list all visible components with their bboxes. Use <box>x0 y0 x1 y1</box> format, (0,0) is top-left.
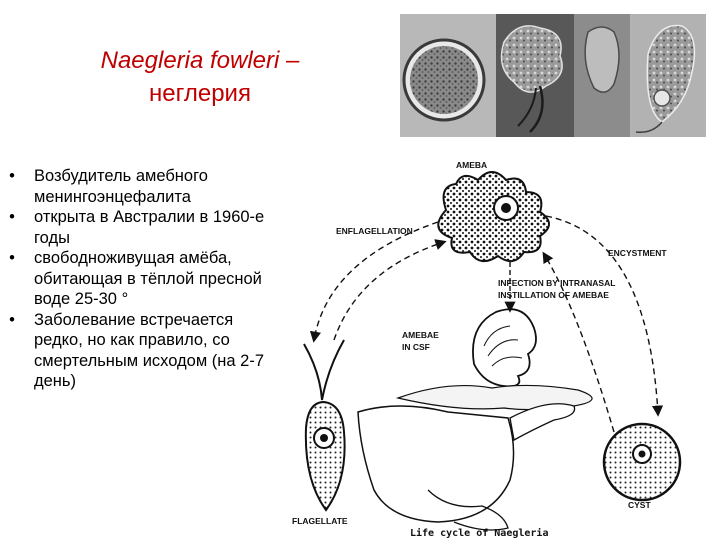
bullet-dot: • <box>9 167 15 185</box>
bullet-item <box>4 310 274 392</box>
label-ameba: AMEBA <box>456 160 488 170</box>
bullet-item <box>4 166 274 207</box>
encystment-arrow <box>546 216 658 414</box>
micrograph-image <box>400 14 706 137</box>
bullet-dot: • <box>9 208 15 226</box>
bullet-text: открыта в Австралии в 1960-е годы <box>34 208 265 247</box>
label-amebae-line2: IN CSF <box>402 342 430 352</box>
label-amebae-line1: AMEBAE <box>402 330 439 340</box>
label-infection-line2: INSTILLATION OF AMEBAE <box>498 290 609 300</box>
micrograph-strip <box>400 14 706 137</box>
title-russian-name: неглерия <box>149 80 251 107</box>
label-enflagellation: ENFLAGELLATION <box>336 226 413 236</box>
ameba-illustration <box>438 172 549 261</box>
bullet-item <box>4 207 274 248</box>
bullet-text: свободноживущая амёба, обитающая в тёплой пресной воде 25-30 ° <box>34 249 262 308</box>
bullet-list <box>4 166 274 392</box>
flagellate-illustration <box>304 340 345 510</box>
label-cyst: CYST <box>628 500 651 510</box>
life-cycle-illustration <box>278 150 720 540</box>
human-head-illustration <box>358 309 592 530</box>
bullet-dot: • <box>9 310 15 329</box>
title-latin-name: Naegleria fowleri <box>100 47 280 74</box>
enflagellation-arrow <box>314 222 438 340</box>
bullet-text: Заболевание встречается редко, но как правило, со смертельным исходом (на 2-7 день) <box>34 310 265 390</box>
diagram-caption: Life cycle of Naegleria <box>410 528 549 539</box>
reversion-arrow <box>334 242 444 340</box>
bullet-text: Возбудитель амебного менингоэнцефалита <box>34 167 208 206</box>
bullet-item <box>4 248 274 310</box>
slide-title <box>40 44 360 110</box>
life-cycle-diagram <box>278 150 720 540</box>
label-encystment: ENCYSTMENT <box>608 248 667 258</box>
cyst-illustration <box>604 424 680 500</box>
title-dash: – <box>279 47 300 74</box>
bullet-dot: • <box>9 249 15 267</box>
label-infection-line1: INFECTION BY INTRANASAL <box>498 278 616 288</box>
label-flagellate: FLAGELLATE <box>292 516 348 526</box>
